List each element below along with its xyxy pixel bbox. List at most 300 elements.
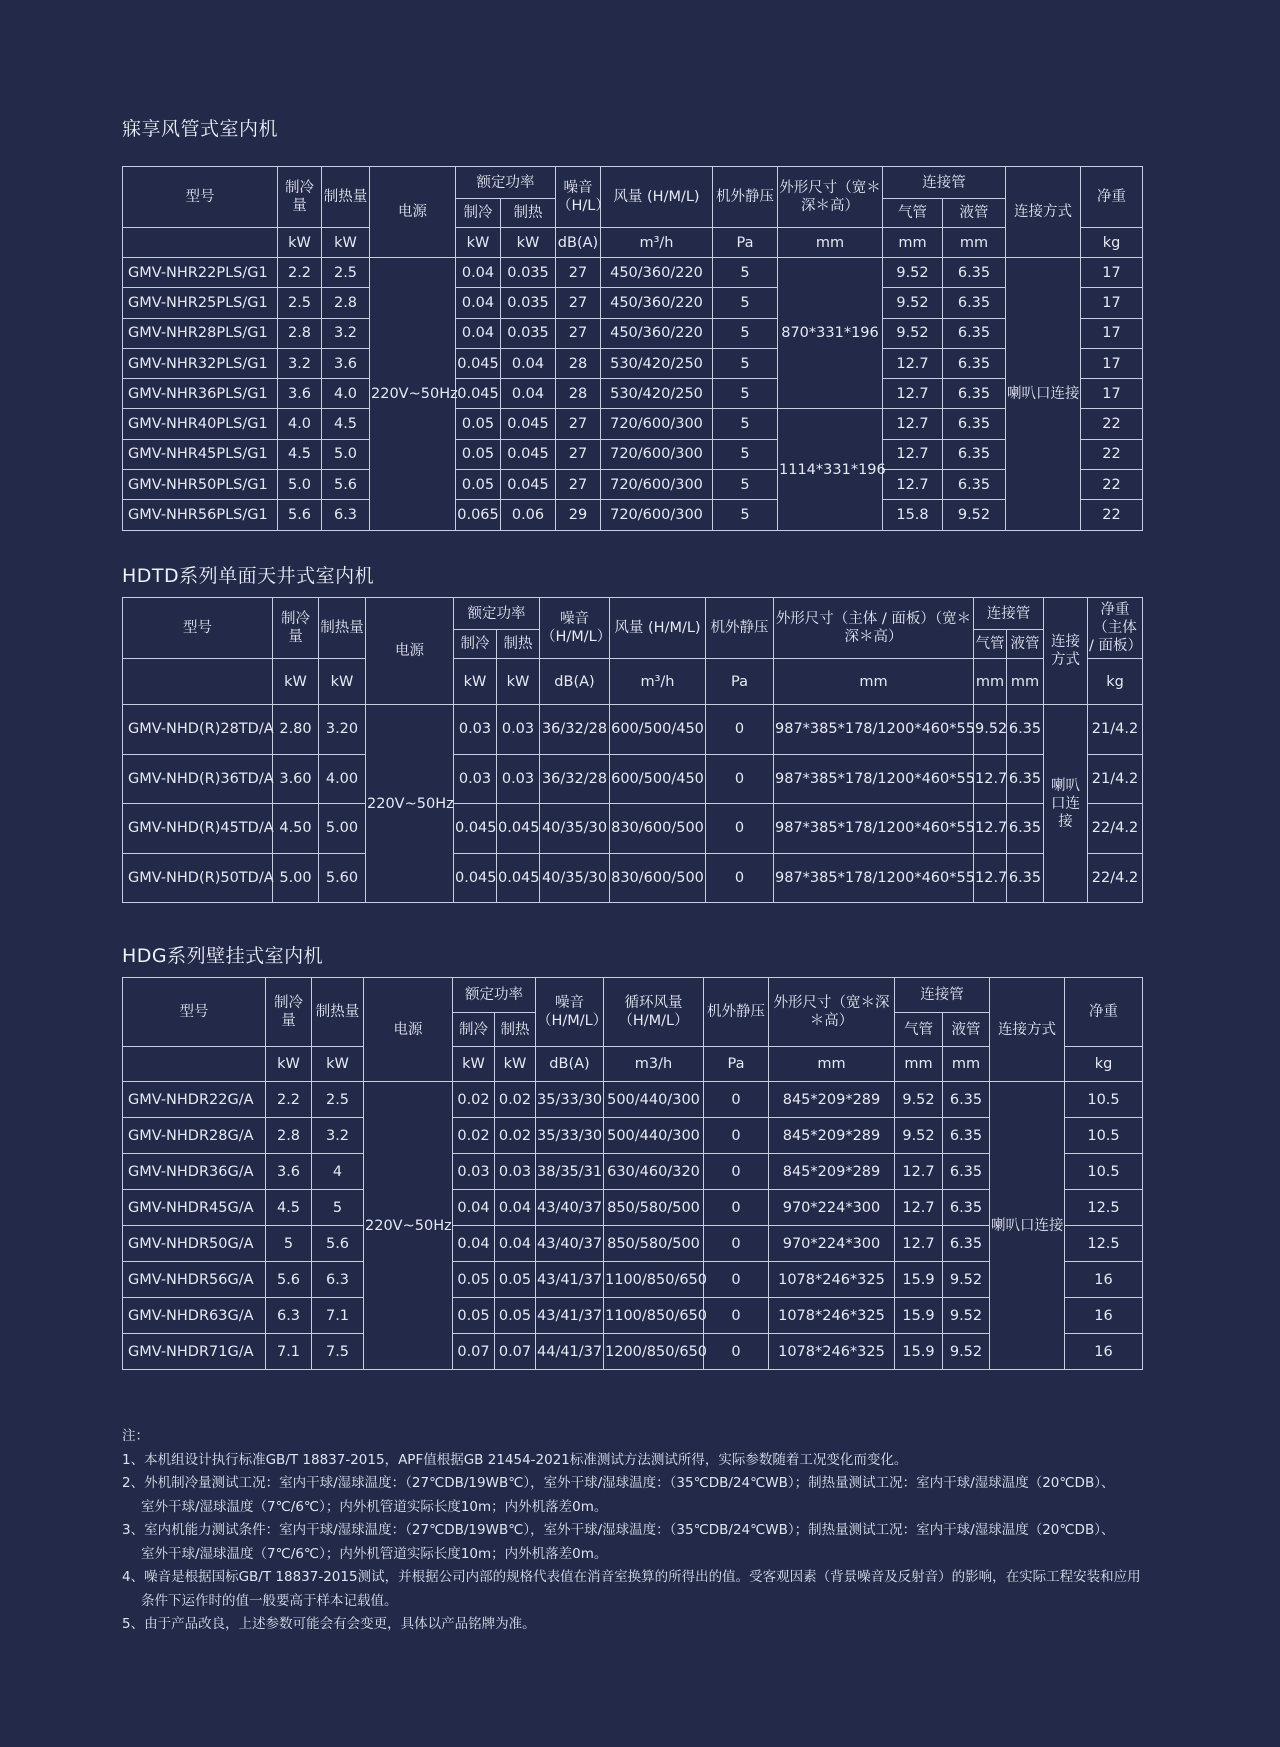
header-static-pressure: 机外静压: [704, 978, 769, 1047]
power-value-cell: 220V~50Hz: [370, 258, 456, 531]
unit-cell: kW: [266, 1047, 312, 1082]
cell: 4.5: [322, 409, 370, 439]
cell: 970*224*300: [769, 1190, 895, 1226]
cell: 35/33/30: [536, 1082, 604, 1118]
cell: 27: [556, 409, 601, 439]
cell: 17: [1081, 379, 1143, 409]
header-connection-pipe: 连接管: [883, 167, 1006, 199]
model-cell: GMV-NHD(R)28TD/A: [123, 705, 273, 755]
cell: 21/4.2: [1088, 705, 1143, 755]
header-liquid-pipe: 液管: [943, 1013, 990, 1047]
cell: 970*224*300: [769, 1226, 895, 1262]
note-line: 4、噪音是根据国标GB/T 18837-2015测试，并根据公司内部的规格代表值在消音室换算的所得出的值。受客观因素（背景噪音及反射音）的影响，在实际工程安装和应用: [122, 1569, 1141, 1585]
unit-cell: m3/h: [604, 1047, 704, 1082]
cell: 6.3: [266, 1298, 312, 1334]
header-dimensions: 外形尺寸（主体 / 面板）（宽＊深＊高）: [774, 598, 974, 659]
table-row: [123, 288, 1143, 318]
note-line: 5、由于产品改良，上述参数可能会有会变更，具体以产品铭牌为准。: [122, 1616, 536, 1632]
cell: 9.52: [883, 258, 943, 288]
cell: 720/600/300: [601, 409, 713, 439]
cell: 0.02: [453, 1082, 495, 1118]
header-airflow: 风量 (H/M/L): [601, 167, 713, 228]
header-airflow: 循环风量（H/M/L）: [604, 978, 704, 1047]
unit-cell: mm: [774, 659, 974, 705]
cell: 2.5: [278, 288, 322, 318]
cell: 5: [713, 409, 778, 439]
cell: 1078*246*325: [769, 1262, 895, 1298]
cell: 0.05: [456, 409, 501, 439]
cell: 5: [713, 318, 778, 348]
cell: 43/41/37: [536, 1262, 604, 1298]
cell: 27: [556, 318, 601, 348]
unit-model-blank: [123, 1047, 266, 1082]
cell: 6.35: [943, 1154, 990, 1190]
cell: 17: [1081, 318, 1143, 348]
cell: 1100/850/650: [604, 1262, 704, 1298]
cell: 0.06: [501, 500, 556, 530]
cell: 500/440/300: [604, 1082, 704, 1118]
table-row: [123, 348, 1143, 378]
cell: 17: [1081, 288, 1143, 318]
cell: 6.35: [943, 1082, 990, 1118]
cell: 6.35: [1007, 804, 1044, 854]
cell: 27: [556, 439, 601, 469]
unit-cell: kW: [497, 659, 540, 705]
model-cell: GMV-NHR22PLS/G1: [123, 258, 278, 288]
section-title-duct: 寐享风管式室内机: [122, 118, 279, 140]
header-model: 型号: [123, 167, 278, 228]
cell: 2.2: [278, 258, 322, 288]
cell: 6.3: [312, 1262, 364, 1298]
connection-value-cell: 喇叭口连接: [990, 1082, 1065, 1370]
cell: 2.5: [312, 1082, 364, 1118]
cell: 17: [1081, 348, 1143, 378]
model-cell: GMV-NHR25PLS/G1: [123, 288, 278, 318]
cell: 0: [704, 1118, 769, 1154]
cell: 0.045: [456, 348, 501, 378]
cell: 0.07: [495, 1334, 536, 1370]
header-connection-type: 连接方式: [1006, 167, 1081, 258]
cell: 3.60: [273, 754, 319, 804]
cell: 5.0: [278, 470, 322, 500]
cell: 0.02: [495, 1118, 536, 1154]
cell: 5: [713, 379, 778, 409]
cell: 0.035: [501, 258, 556, 288]
cell: 38/35/31: [536, 1154, 604, 1190]
power-value-cell: 220V~50Hz: [364, 1082, 453, 1370]
cell: 44/41/37: [536, 1334, 604, 1370]
cell: 6.3: [322, 500, 370, 530]
cell: 2.5: [322, 258, 370, 288]
unit-cell: dB(A): [540, 659, 610, 705]
table-row: [123, 804, 1143, 854]
cell: 6.35: [943, 318, 1006, 348]
spec-table-hdg: [122, 977, 1143, 1370]
header-model: 型号: [123, 598, 273, 659]
unit-cell: kW: [454, 659, 497, 705]
header-gas-pipe: 气管: [883, 199, 943, 228]
cell: 27: [556, 258, 601, 288]
header-cooling-capacity: 制冷量: [266, 978, 312, 1047]
cell: 3.2: [278, 348, 322, 378]
cell: 7.5: [312, 1334, 364, 1370]
header-airflow: 风量 (H/M/L): [610, 598, 706, 659]
cell: 0.05: [456, 439, 501, 469]
table-row: [123, 409, 1143, 439]
header-rated-cool: 制冷: [456, 199, 501, 228]
header-model: 型号: [123, 978, 266, 1047]
cell: 9.52: [883, 288, 943, 318]
cell: 4: [312, 1154, 364, 1190]
header-liquid-pipe: 液管: [1007, 630, 1044, 659]
header-static-pressure: 机外静压: [706, 598, 774, 659]
cell: 2.2: [266, 1082, 312, 1118]
cell: 845*209*289: [769, 1082, 895, 1118]
cell: 720/600/300: [601, 500, 713, 530]
model-cell: GMV-NHDR36G/A: [123, 1154, 266, 1190]
cell: 17: [1081, 258, 1143, 288]
cell: 530/420/250: [601, 379, 713, 409]
header-rated-heat: 制热: [497, 630, 540, 659]
cell: 450/360/220: [601, 288, 713, 318]
header-power-source: 电源: [366, 598, 454, 705]
cell: 6.35: [943, 258, 1006, 288]
note-line: 室外干球/湿球温度（7℃/6℃）；内外机管道实际长度10m；内外机落差0m。: [141, 1498, 608, 1515]
header-power-source: 电源: [370, 167, 456, 258]
cell: 0.03: [453, 1154, 495, 1190]
cell: 0: [704, 1082, 769, 1118]
unit-cell: m³/h: [610, 659, 706, 705]
header-rated-heat: 制热: [501, 199, 556, 228]
cell: 9.52: [943, 500, 1006, 530]
model-cell: GMV-NHDR56G/A: [123, 1262, 266, 1298]
cell: 43/40/37: [536, 1226, 604, 1262]
table-row: [123, 853, 1143, 903]
cell: 10.5: [1065, 1118, 1143, 1154]
cell: 0: [704, 1226, 769, 1262]
cell: 12.7: [974, 804, 1007, 854]
cell: 3.20: [319, 705, 366, 755]
cell: 5: [713, 500, 778, 530]
cell: 27: [556, 470, 601, 500]
cell: 5: [266, 1226, 312, 1262]
cell: 2.8: [266, 1118, 312, 1154]
cell: 845*209*289: [769, 1118, 895, 1154]
cell: 0: [706, 804, 774, 854]
cell: 10.5: [1065, 1154, 1143, 1190]
cell: 2.80: [273, 705, 319, 755]
cell: 450/360/220: [601, 318, 713, 348]
cell: 0.045: [497, 804, 540, 854]
table-row: [123, 500, 1143, 530]
cell: 3.2: [312, 1118, 364, 1154]
note-line: 1、本机组设计执行标准GB/T 18837-2015，APF值根据GB 21454-2021标准测试方法测试所得，实际参数随着工况变化而变化。: [122, 1451, 908, 1468]
table-row: [123, 258, 1143, 288]
cell: 5: [713, 439, 778, 469]
table-row: [123, 379, 1143, 409]
cell: 3.6: [322, 348, 370, 378]
header-gas-pipe: 气管: [974, 630, 1007, 659]
header-net-weight: 净重: [1065, 978, 1143, 1047]
header-noise: 噪音（H/M/L）: [540, 598, 610, 659]
unit-cell: kW: [453, 1047, 495, 1082]
cell: 6.35: [943, 1190, 990, 1226]
cell: 4.0: [322, 379, 370, 409]
header-rated-cool: 制冷: [453, 1013, 495, 1047]
model-cell: GMV-NHR56PLS/G1: [123, 500, 278, 530]
header-liquid-pipe: 液管: [943, 199, 1006, 228]
spec-table-hdtd: [122, 597, 1143, 903]
model-cell: GMV-NHR40PLS/G1: [123, 409, 278, 439]
cell: 6.35: [1007, 705, 1044, 755]
header-noise: 噪音（H/M/L）: [536, 978, 604, 1047]
cell: 500/440/300: [604, 1118, 704, 1154]
unit-cell: kg: [1065, 1047, 1143, 1082]
cell: 7.1: [266, 1334, 312, 1370]
unit-cell: kW: [312, 1047, 364, 1082]
cell: 987*385*178/1200*460*55: [774, 705, 974, 755]
cell: 0.04: [495, 1226, 536, 1262]
cell: 12.5: [1065, 1190, 1143, 1226]
cell: 9.52: [895, 1118, 943, 1154]
unit-cell: kg: [1081, 228, 1143, 258]
header-net-weight: 净重: [1081, 167, 1143, 228]
note-line: 条件下运作时的值一般要高于样本记载值。: [141, 1592, 398, 1609]
cell: 6.35: [943, 348, 1006, 378]
unit-cell: Pa: [704, 1047, 769, 1082]
cell: 9.52: [895, 1082, 943, 1118]
cell: 0: [704, 1334, 769, 1370]
header-noise: 噪音（H/L）: [556, 167, 601, 228]
cell: 0.045: [454, 853, 497, 903]
cell: 1200/850/650: [604, 1334, 704, 1370]
cell: 0: [706, 754, 774, 804]
cell: 0.03: [454, 754, 497, 804]
unit-cell: mm: [778, 228, 883, 258]
cell: 6.35: [943, 1226, 990, 1262]
cell: 7.1: [312, 1298, 364, 1334]
cell: 3.2: [322, 318, 370, 348]
header-cooling-capacity: 制冷量: [273, 598, 319, 659]
cell: 850/580/500: [604, 1190, 704, 1226]
cell: 9.52: [883, 318, 943, 348]
cell: 850/580/500: [604, 1226, 704, 1262]
header-rated-power: 额定功率: [453, 978, 536, 1013]
cell: 4.00: [319, 754, 366, 804]
cell: 6.35: [943, 439, 1006, 469]
header-connection-pipe: 连接管: [895, 978, 990, 1013]
cell: 600/500/450: [610, 705, 706, 755]
cell: 28: [556, 379, 601, 409]
cell: 6.35: [943, 470, 1006, 500]
cell: 5: [713, 348, 778, 378]
model-cell: GMV-NHD(R)45TD/A: [123, 804, 273, 854]
cell: 1100/850/650: [604, 1298, 704, 1334]
cell: 0.035: [501, 318, 556, 348]
header-rated-power: 额定功率: [454, 598, 540, 630]
cell: 0.05: [456, 470, 501, 500]
cell: 15.9: [895, 1334, 943, 1370]
unit-cell: kW: [319, 659, 366, 705]
cell: 630/460/320: [604, 1154, 704, 1190]
unit-cell: kW: [495, 1047, 536, 1082]
cell: 12.7: [883, 439, 943, 469]
cell: 830/600/500: [610, 853, 706, 903]
cell: 4.5: [266, 1190, 312, 1226]
cell: 5.6: [266, 1262, 312, 1298]
section-title-hdg: HDG系列壁挂式室内机: [122, 945, 324, 967]
cell: 0.04: [456, 258, 501, 288]
cell: 0: [704, 1298, 769, 1334]
header-heating-capacity: 制热量: [322, 167, 370, 228]
cell: 0.04: [501, 348, 556, 378]
cell: 6.35: [943, 1118, 990, 1154]
cell: 0.02: [453, 1118, 495, 1154]
model-cell: GMV-NHDR63G/A: [123, 1298, 266, 1334]
cell: 10.5: [1065, 1082, 1143, 1118]
header-net-weight: 净重（主体 / 面板）: [1088, 598, 1143, 659]
cell: 5: [713, 258, 778, 288]
unit-cell: dB(A): [536, 1047, 604, 1082]
dimension-group-cell: 1114*331*196: [778, 409, 883, 530]
unit-cell: kW: [322, 228, 370, 258]
dimension-group-cell: 870*331*196: [778, 258, 883, 409]
cell: 3.6: [278, 379, 322, 409]
cell: 4.5: [278, 439, 322, 469]
unit-cell: mm: [883, 228, 943, 258]
model-cell: GMV-NHR32PLS/G1: [123, 348, 278, 378]
header-heating-capacity: 制热量: [319, 598, 366, 659]
cell: 12.7: [974, 754, 1007, 804]
cell: 36/32/28: [540, 754, 610, 804]
unit-cell: dB(A): [556, 228, 601, 258]
unit-model-blank: [123, 228, 278, 258]
cell: 0.045: [501, 439, 556, 469]
header-cooling-capacity: 制冷量: [278, 167, 322, 228]
cell: 15.9: [895, 1298, 943, 1334]
cell: 5.00: [319, 804, 366, 854]
cell: 6.35: [943, 379, 1006, 409]
cell: 0.04: [456, 318, 501, 348]
table-row: [123, 439, 1143, 469]
model-cell: GMV-NHD(R)36TD/A: [123, 754, 273, 804]
cell: 6.35: [1007, 853, 1044, 903]
cell: 0.07: [453, 1334, 495, 1370]
table-row: [123, 318, 1143, 348]
spec-table-duct: [122, 166, 1143, 531]
model-cell: GMV-NHR28PLS/G1: [123, 318, 278, 348]
cell: 12.7: [895, 1154, 943, 1190]
cell: 987*385*178/1200*460*55: [774, 853, 974, 903]
unit-cell: kW: [273, 659, 319, 705]
cell: 2.8: [278, 318, 322, 348]
cell: 12.7: [883, 409, 943, 439]
header-heating-capacity: 制热量: [312, 978, 364, 1047]
cell: 0.045: [501, 470, 556, 500]
cell: 5: [312, 1190, 364, 1226]
header-static-pressure: 机外静压: [713, 167, 778, 228]
note-line: 2、外机制冷量测试工况：室内干球/湿球温度：（27℃DB/19WB℃），室外干球/湿球温度：（35℃DB/24℃WB）；制热量测试工况：室内干球/湿球温度（20℃DB）、: [122, 1475, 1115, 1491]
header-rated-cool: 制冷: [454, 630, 497, 659]
cell: 0.045: [501, 409, 556, 439]
unit-cell: kg: [1088, 659, 1143, 705]
cell: 0.04: [501, 379, 556, 409]
header-rated-power: 额定功率: [456, 167, 556, 199]
table-row: [123, 754, 1143, 804]
note-line: 3、室内机能力测试条件：室内干球/湿球温度：（27℃DB/19WB℃），室外干球/湿球温度：（35℃DB/24℃WB）；制热量测试工况：室内干球/湿球温度（20℃DB）、: [122, 1522, 1115, 1538]
header-power-source: 电源: [364, 978, 453, 1082]
cell: 0: [704, 1190, 769, 1226]
cell: 0.05: [495, 1262, 536, 1298]
header-connection-type: 连接方式: [1044, 598, 1088, 705]
unit-cell: mm: [943, 1047, 990, 1082]
cell: 0.02: [495, 1082, 536, 1118]
unit-cell: kW: [456, 228, 501, 258]
unit-cell: m³/h: [601, 228, 713, 258]
header-connection-pipe: 连接管: [974, 598, 1044, 630]
cell: 9.52: [943, 1298, 990, 1334]
cell: 830/600/500: [610, 804, 706, 854]
cell: 0.04: [456, 288, 501, 318]
cell: 29: [556, 500, 601, 530]
cell: 12.7: [883, 348, 943, 378]
unit-cell: kW: [278, 228, 322, 258]
cell: 0.04: [495, 1190, 536, 1226]
model-cell: GMV-NHDR71G/A: [123, 1334, 266, 1370]
cell: 600/500/450: [610, 754, 706, 804]
unit-cell: mm: [769, 1047, 895, 1082]
unit-cell: Pa: [713, 228, 778, 258]
header-connection-type: 连接方式: [990, 978, 1065, 1082]
cell: 845*209*289: [769, 1154, 895, 1190]
note-line: 室外干球/湿球温度（7℃/6℃）；内外机管道实际长度10m；内外机落差0m。: [141, 1545, 608, 1562]
cell: 43/41/37: [536, 1298, 604, 1334]
cell: 0.045: [497, 853, 540, 903]
cell: 720/600/300: [601, 439, 713, 469]
cell: 5.60: [319, 853, 366, 903]
model-cell: GMV-NHR50PLS/G1: [123, 470, 278, 500]
cell: 0.05: [495, 1298, 536, 1334]
model-cell: GMV-NHDR28G/A: [123, 1118, 266, 1154]
cell: 987*385*178/1200*460*55: [774, 804, 974, 854]
model-cell: GMV-NHR36PLS/G1: [123, 379, 278, 409]
cell: 0.045: [454, 804, 497, 854]
cell: 1078*246*325: [769, 1334, 895, 1370]
cell: 16: [1065, 1334, 1143, 1370]
cell: 5.00: [273, 853, 319, 903]
cell: 0.065: [456, 500, 501, 530]
cell: 5.0: [322, 439, 370, 469]
cell: 12.7: [974, 853, 1007, 903]
unit-cell: mm: [943, 228, 1006, 258]
notes-heading: 注：: [122, 1428, 149, 1444]
cell: 40/35/30: [540, 853, 610, 903]
cell: 16: [1065, 1262, 1143, 1298]
cell: 5.6: [322, 470, 370, 500]
cell: 22: [1081, 470, 1143, 500]
unit-cell: Pa: [706, 659, 774, 705]
cell: 0.03: [497, 705, 540, 755]
cell: 4.0: [278, 409, 322, 439]
unit-cell: mm: [1007, 659, 1044, 705]
model-cell: GMV-NHDR45G/A: [123, 1190, 266, 1226]
cell: 0.035: [501, 288, 556, 318]
model-cell: GMV-NHR45PLS/G1: [123, 439, 278, 469]
cell: 0.03: [454, 705, 497, 755]
model-cell: GMV-NHD(R)50TD/A: [123, 853, 273, 903]
unit-cell: mm: [974, 659, 1007, 705]
cell: 0.05: [453, 1262, 495, 1298]
